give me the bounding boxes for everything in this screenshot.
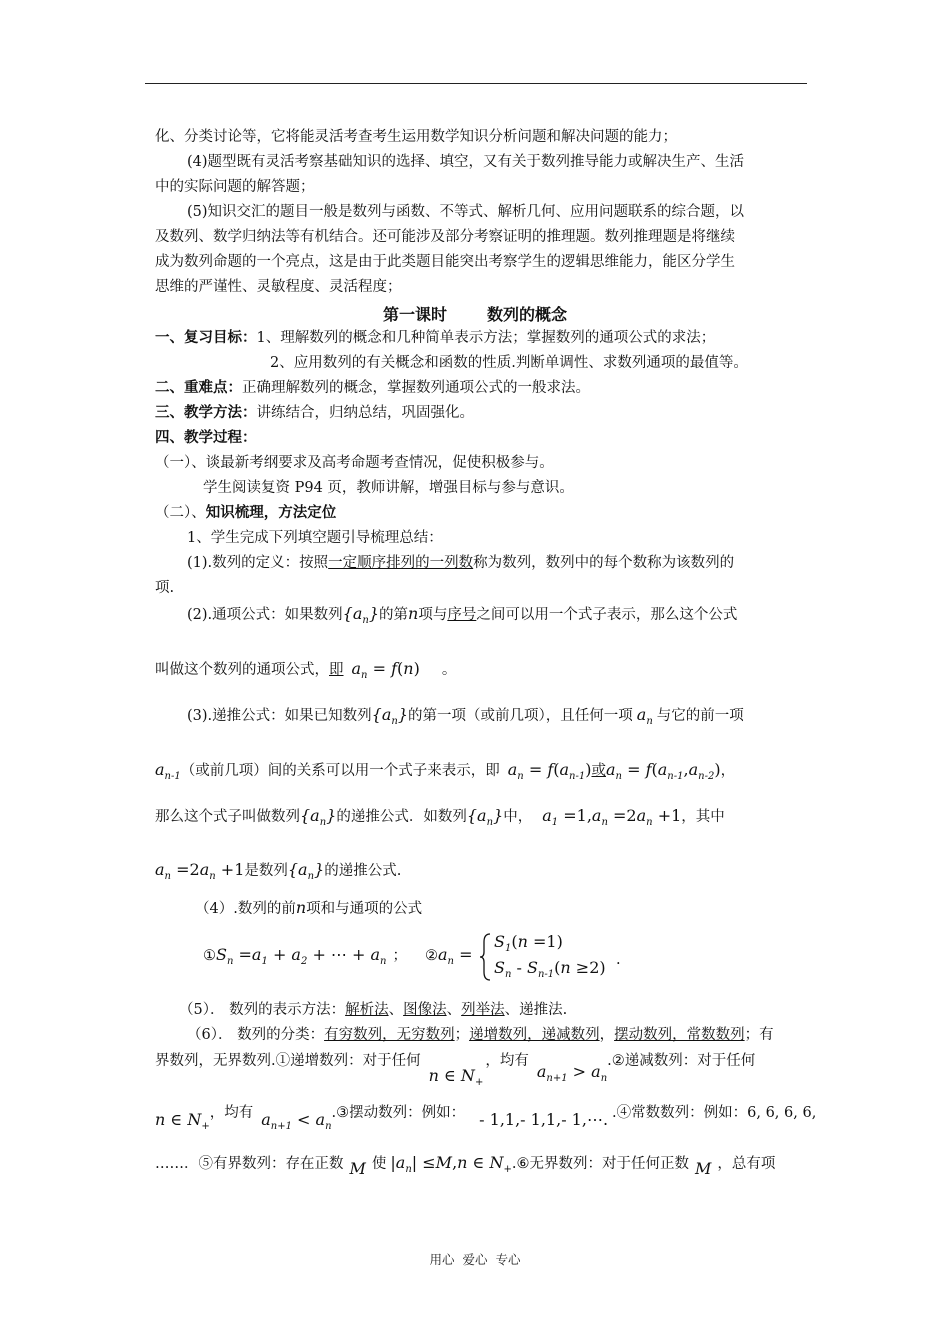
footer-word-1: 用心 <box>429 1252 455 1267</box>
formula-n-in-n: n ∈ $N_+$ <box>155 1110 210 1132</box>
formula-example-recursive: $a_n =2a_n +1$ <box>155 860 245 882</box>
def-4-text-a: （4）.数列的前 <box>195 901 296 917</box>
formula-n: n <box>408 604 419 623</box>
formula-seq-an: $\{a_n\}$ <box>466 806 504 828</box>
def-2-text-c: 项与 <box>418 607 448 623</box>
def-1-text-a: (1).数列的定义：按照 <box>187 555 329 571</box>
def-6-text-d: ，均有 <box>485 1053 529 1069</box>
formula-oscillating-example: - 1,1,- 1,1,- 1,⋯. <box>479 1110 609 1129</box>
formula-example: $a_1 =1,a_n =2a_n +1$ <box>542 806 682 828</box>
formula-end: . <box>616 952 621 968</box>
def-1-underlined: 一定顺序排列的一列数 <box>328 555 474 571</box>
method-line <box>155 403 474 423</box>
def-3-cont-3 <box>155 860 401 887</box>
def-3-text-e: ， <box>720 763 736 779</box>
def-3-cont-2 <box>155 806 725 833</box>
def-6-text-i: ……．⑤有界数列：存在正数 <box>155 1156 344 1172</box>
def-2-text-d: 之间可以用一个式子表示，那么这个公式 <box>476 607 738 623</box>
def-2-cont <box>155 659 456 686</box>
def-5-line <box>179 1000 567 1020</box>
formula-an-1: $a_{n-1}$ <box>155 760 181 782</box>
def-6-text-c: 界数列，无界数列.①递增数列：对于任何 <box>155 1053 421 1069</box>
def-5-sep-2: 、 <box>446 1002 462 1018</box>
goal-2: 2、应用数列的有关概念和函数的性质.判断单调性、求数列通项的最值等。 <box>270 355 748 371</box>
formula-recursive-2: $a_n = f(a_{n-1},a_{n-2})$ <box>605 760 721 782</box>
def-6-text-f: ，均有 <box>209 1105 254 1121</box>
intro-line-6: 成为数列命题的一个亮点，这是由于此类题目能突出考察学生的逻辑思维能力，能区分学生 <box>155 254 735 270</box>
formula-mark-1: ① <box>203 948 216 964</box>
def-6-text-j: 使 <box>371 1156 387 1172</box>
brace-icon <box>480 932 492 982</box>
intro-line-4: (5)知识交汇的题目一般是数列与函数、不等式、解析几何、应用问题联系的综合题，以 <box>187 204 745 220</box>
def-3-text-k: 的递推公式. <box>324 863 402 879</box>
def-2-text-b: 的第 <box>379 607 409 623</box>
def-3-text-d: （或前几项）间的关系可以用一个式子来表示，即 <box>180 763 500 779</box>
def-5-text-a: （5）． 数列的表示方法： <box>179 1002 346 1018</box>
process-step-1b: 学生阅读复资 P94 页，教师讲解，增强目标与参与意识。 <box>203 480 574 496</box>
def-3-text-i: ，其中 <box>681 809 725 825</box>
def-6-text-k: .⑥无界数列：对于任何正数 <box>511 1156 689 1172</box>
formula-m: M <box>349 1159 366 1178</box>
def-1-line <box>187 553 734 573</box>
lesson-number: 第一课时 <box>382 305 447 324</box>
formula-an-lhs: $a_n$ = <box>438 945 473 967</box>
formula-seq-an: $\{a_n\}$ <box>300 806 337 828</box>
formula-an-fn: $a_n = f(n)$ <box>351 659 420 681</box>
def-3-text-c: 与它的前一项 <box>656 708 744 724</box>
def-4-text-b: 项和与通项的公式 <box>306 901 423 917</box>
def-6-cont-2 <box>155 1102 817 1132</box>
goal-1: 1、理解数列的概念和几种简单表示方法；掌握数列的通项公式的求法； <box>256 330 716 346</box>
footer-word-2: 爱心 <box>462 1252 488 1267</box>
def-2-underlined: 序号 <box>447 607 477 623</box>
formula-m: M <box>694 1159 712 1178</box>
def-3-text-h: 中， <box>503 809 533 825</box>
def-2-underlined-2: 即 <box>329 662 344 678</box>
goals-label: 一、复习目标： <box>155 329 257 346</box>
def-3-text-j: 是数列 <box>244 863 288 879</box>
def-3-underlined: 或 <box>591 763 606 779</box>
def-6-line <box>187 1025 774 1045</box>
def-5-sep-1: 、 <box>388 1002 404 1018</box>
def-3-text-g: 的递推公式．如数列 <box>336 809 467 825</box>
formula-seq-an: $\{a_n\}$ <box>287 860 325 882</box>
method-text: 讲练结合，归纳总结，巩固强化。 <box>256 405 474 421</box>
formula-n-in-n: n ∈ $N_+$ <box>428 1066 484 1088</box>
def-2-text-e: 叫做这个数列的通项公式， <box>155 662 329 678</box>
def-3-text-f: 那么这个式子叫做数列 <box>155 809 300 825</box>
def-3-text-b: 的第一项（或前几项），且任何一项 <box>408 708 633 724</box>
def-6-oscillating: 摆动数列，常数数列 <box>614 1027 745 1043</box>
formula-bounded: $|a_n| \le M,n$ ∈ $N_+$ <box>390 1153 512 1175</box>
formula-separator: ； <box>392 948 407 964</box>
intro-line-7: 思维的严谨性、灵敏程度、灵活程度； <box>155 279 402 295</box>
formula-n: n <box>295 898 307 917</box>
process-step-2 <box>155 503 336 523</box>
formula-recursive-1: $a_n = f(a_{n-1})$ <box>507 760 592 782</box>
formula-case-2: $S_n - S_{n-1}(n \ge 2)$ <box>494 958 606 980</box>
process-step-1: （一）、谈最新考纲要求及高考命题考查情况，促使积极参与。 <box>155 455 554 471</box>
process-step-2-title: 知识梳理，方法定位 <box>205 504 337 521</box>
def-6-text-b: ；有 <box>744 1027 774 1043</box>
intro-line-3: 中的实际问题的解答题； <box>155 179 315 195</box>
def-2-text-f: 。 <box>441 662 457 678</box>
formula-increasing: $a_{n+1} > a_n$ <box>536 1062 608 1084</box>
method-label: 三、教学方法： <box>155 404 257 421</box>
def-4-formulas <box>203 945 473 972</box>
def-5-text-b: 、递推法. <box>504 1002 568 1018</box>
def-6-monotone: 递增数列，递减数列 <box>469 1027 600 1043</box>
def-1-cont: 项. <box>155 580 175 596</box>
def-6-text-g: .③摆动数列：例如： <box>331 1105 466 1121</box>
intro-line-1: 化、分类讨论等，它将能灵活考查考生运用数学知识分析问题和解决问题的能力； <box>155 129 677 145</box>
formula-seq-an: $\{a_n\}$ <box>342 604 380 626</box>
def-5-graph: 图像法 <box>403 1002 447 1018</box>
difficulty-label: 二、重难点： <box>155 379 242 396</box>
def-1-text-b: 称为数列，数列中的每个数称为该数列的 <box>473 555 735 571</box>
lesson-heading <box>0 302 950 325</box>
formula-seq-an: $\{a_n\}$ <box>371 705 409 727</box>
def-6-cont-1 <box>155 1050 756 1088</box>
footer-word-3: 专心 <box>495 1252 521 1267</box>
formula-case-1: $S_1(n =1)$ <box>494 932 563 954</box>
page-footer <box>0 1250 950 1268</box>
formula-an: $a_n$ <box>636 705 653 727</box>
def-5-analytic: 解析法 <box>345 1002 389 1018</box>
def-6-sep-2: ， <box>599 1027 615 1043</box>
def-6-text-e: .②递减数列：对于任何 <box>607 1053 756 1069</box>
lesson-title: 数列的概念 <box>487 305 568 324</box>
intro-line-2: (4)题型既有灵活考察基础知识的选择、填空，又有关于数列推导能力或解决生产、生活 <box>187 154 745 170</box>
difficulty-line <box>155 378 590 398</box>
def-6-text-l: ，总有项 <box>717 1156 776 1172</box>
process-label: 四、教学过程： <box>155 429 257 446</box>
def-6-sep-1: ； <box>454 1027 470 1043</box>
def-5-list: 列举法 <box>461 1002 505 1018</box>
formula-decreasing: $a_{n+1} < a_n$ <box>261 1110 332 1132</box>
def-4-line <box>195 898 422 919</box>
def-6-text-a: （6）． 数列的分类： <box>187 1027 325 1043</box>
def-6-finite: 有穷数列，无穷数列 <box>324 1027 455 1043</box>
process-step-2b: 1、学生完成下列填空题引导梳理总结： <box>187 530 443 546</box>
intro-line-5: 及数列、数学归纳法等有机结合。还可能涉及部分考察证明的推理题。数列推理题是将继续 <box>155 229 735 245</box>
def-6-text-h: .④常数数列：例如：6, 6, 6, 6, <box>612 1105 817 1121</box>
def-3-cont <box>155 760 735 787</box>
def-3-text-a: (3).递推公式：如果已知数列 <box>187 708 372 724</box>
def-3-line <box>187 705 744 732</box>
formula-sum: $S_n =a_1 + a_2$ + ⋯ + $a_n$ <box>216 945 387 967</box>
def-2-text-a: (2).通项公式：如果数列 <box>187 607 343 623</box>
goals-line-1 <box>155 328 715 348</box>
difficulty-text: 正确理解数列的概念，掌握数列通项公式的一般求法。 <box>242 380 590 396</box>
formula-mark-2: ② <box>425 948 438 964</box>
process-step-2-prefix: （二）、 <box>155 505 206 521</box>
def-2-line <box>187 604 737 631</box>
header-rule <box>145 83 807 84</box>
def-6-cont-3 <box>155 1153 775 1180</box>
